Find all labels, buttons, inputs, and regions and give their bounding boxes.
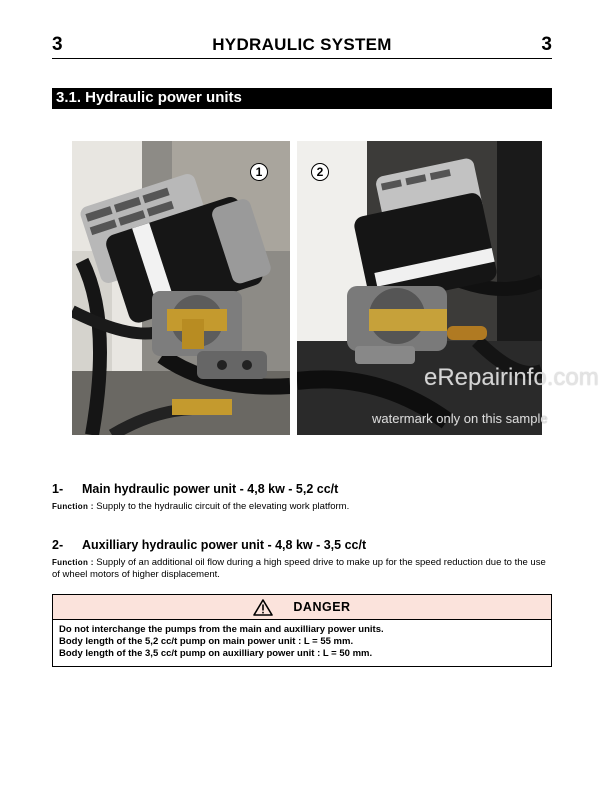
page-header [52, 34, 552, 58]
item-1-function-label: Function : [52, 502, 94, 511]
item-1-number: 1- [52, 482, 64, 496]
danger-header [53, 595, 551, 620]
item-1-function-text: Supply to the hydraulic circuit of the elevating work platform. [96, 501, 350, 512]
item-2-number: 2- [52, 538, 64, 552]
callout-2-badge: 2 [311, 163, 329, 181]
item-1-title: Main hydraulic power unit - 4,8 kw - 5,2 cc/t [82, 482, 339, 496]
header-rule [52, 58, 552, 59]
danger-title: DANGER [293, 600, 351, 614]
item-2-function [52, 557, 554, 581]
watermark-note-text: watermark only on this sample [372, 411, 548, 426]
item-1-heading [52, 482, 338, 496]
item-2-title: Auxilliary hydraulic power unit - 4,8 kw - 3,5 cc/t [82, 538, 367, 552]
danger-body [53, 620, 551, 660]
warning-triangle-icon [253, 599, 273, 616]
danger-line: Body length of the 3,5 cc/t pump on auxilliary power unit : L = 50 mm. [59, 648, 373, 659]
chapter-number-left: 3 [52, 34, 63, 55]
chapter-number-right: 3 [541, 34, 552, 55]
item-2-function-label: Function : [52, 558, 94, 567]
chapter-title: HYDRAULIC SYSTEM [212, 35, 392, 54]
callout-1-badge: 1 [250, 163, 268, 181]
main-power-unit-photo [72, 141, 290, 435]
danger-box [52, 594, 552, 667]
item-2-function-text: Supply of an additional oil flow during a high speed drive to make up for the speed reduction due to the use of wheel motors of higher displacement. [52, 557, 546, 580]
watermark-site-text: eRepairinfo.com [424, 364, 599, 391]
danger-line: Body length of the 5,2 cc/t pump on main power unit : L = 55 mm. [59, 636, 354, 647]
danger-line: Do not interchange the pumps from the main and auxilliary power units. [59, 624, 384, 635]
item-1-function [52, 501, 554, 513]
section-title: 3.1. Hydraulic power units [52, 88, 552, 109]
item-2-heading [52, 538, 366, 552]
